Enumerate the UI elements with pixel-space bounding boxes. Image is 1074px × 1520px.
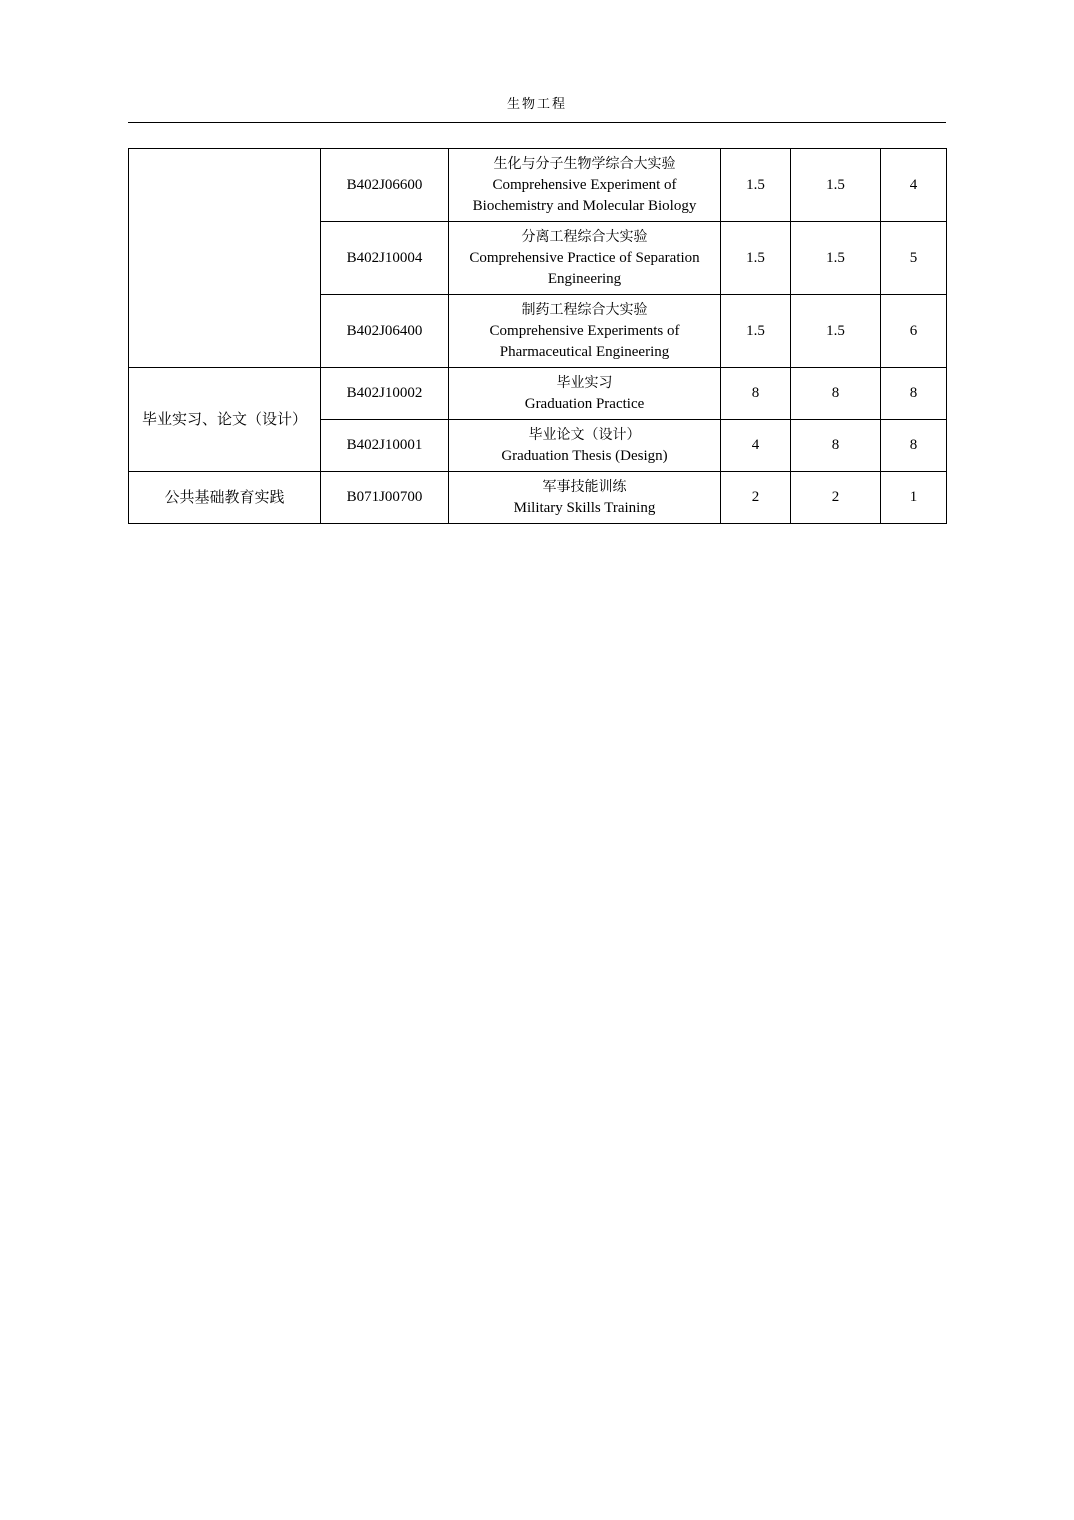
page-header-title: 生物工程 <box>506 97 567 112</box>
course-hours: 1.5 <box>791 149 881 222</box>
table-row <box>129 368 947 420</box>
table-row <box>129 149 947 222</box>
course-name <box>449 149 721 222</box>
course-name <box>449 420 721 472</box>
course-code: B071J00700 <box>321 472 449 524</box>
course-name-cn: 分离工程综合大实验 <box>521 229 648 245</box>
course-table <box>128 148 947 524</box>
course-name-en: Comprehensive Experiment of Biochemistry and Molecular Biology <box>472 177 697 214</box>
course-hours: 1.5 <box>791 222 881 295</box>
course-term: 1 <box>881 472 947 524</box>
course-code: B402J06600 <box>321 149 449 222</box>
header-divider <box>128 122 946 123</box>
course-name-cn: 毕业实习 <box>556 375 613 391</box>
course-name-cn: 军事技能训练 <box>542 479 627 495</box>
course-credit: 1.5 <box>721 222 791 295</box>
course-name-en: Comprehensive Practice of Separation Engineering <box>469 250 700 287</box>
course-code: B402J10001 <box>321 420 449 472</box>
course-hours: 8 <box>791 420 881 472</box>
category-cell <box>129 149 321 368</box>
course-name <box>449 472 721 524</box>
course-credit: 1.5 <box>721 149 791 222</box>
category-cell: 毕业实习、论文（设计） <box>129 368 321 472</box>
course-hours: 8 <box>791 368 881 420</box>
course-name-cn: 生化与分子生物学综合大实验 <box>493 156 676 172</box>
course-name-en: Military Skills Training <box>513 500 656 516</box>
course-term: 8 <box>881 420 947 472</box>
course-name-cn: 制药工程综合大实验 <box>521 302 648 318</box>
course-code: B402J10002 <box>321 368 449 420</box>
course-name <box>449 295 721 368</box>
course-name <box>449 222 721 295</box>
course-term: 5 <box>881 222 947 295</box>
course-credit: 2 <box>721 472 791 524</box>
course-name-cn: 毕业论文（设计） <box>528 427 641 443</box>
table-row <box>129 472 947 524</box>
course-hours: 2 <box>791 472 881 524</box>
course-hours: 1.5 <box>791 295 881 368</box>
course-credit: 4 <box>721 420 791 472</box>
course-name-en: Graduation Practice <box>524 396 645 412</box>
course-term: 4 <box>881 149 947 222</box>
course-credit: 1.5 <box>721 295 791 368</box>
category-cell: 公共基础教育实践 <box>129 472 321 524</box>
course-table-container <box>128 148 946 524</box>
course-name-en: Comprehensive Experiments of Pharmaceutical Engineering <box>489 323 680 360</box>
course-term: 8 <box>881 368 947 420</box>
course-term: 6 <box>881 295 947 368</box>
course-name-en: Graduation Thesis (Design) <box>501 448 668 464</box>
page-header <box>128 96 946 114</box>
course-credit: 8 <box>721 368 791 420</box>
course-code: B402J10004 <box>321 222 449 295</box>
course-name <box>449 368 721 420</box>
course-code: B402J06400 <box>321 295 449 368</box>
